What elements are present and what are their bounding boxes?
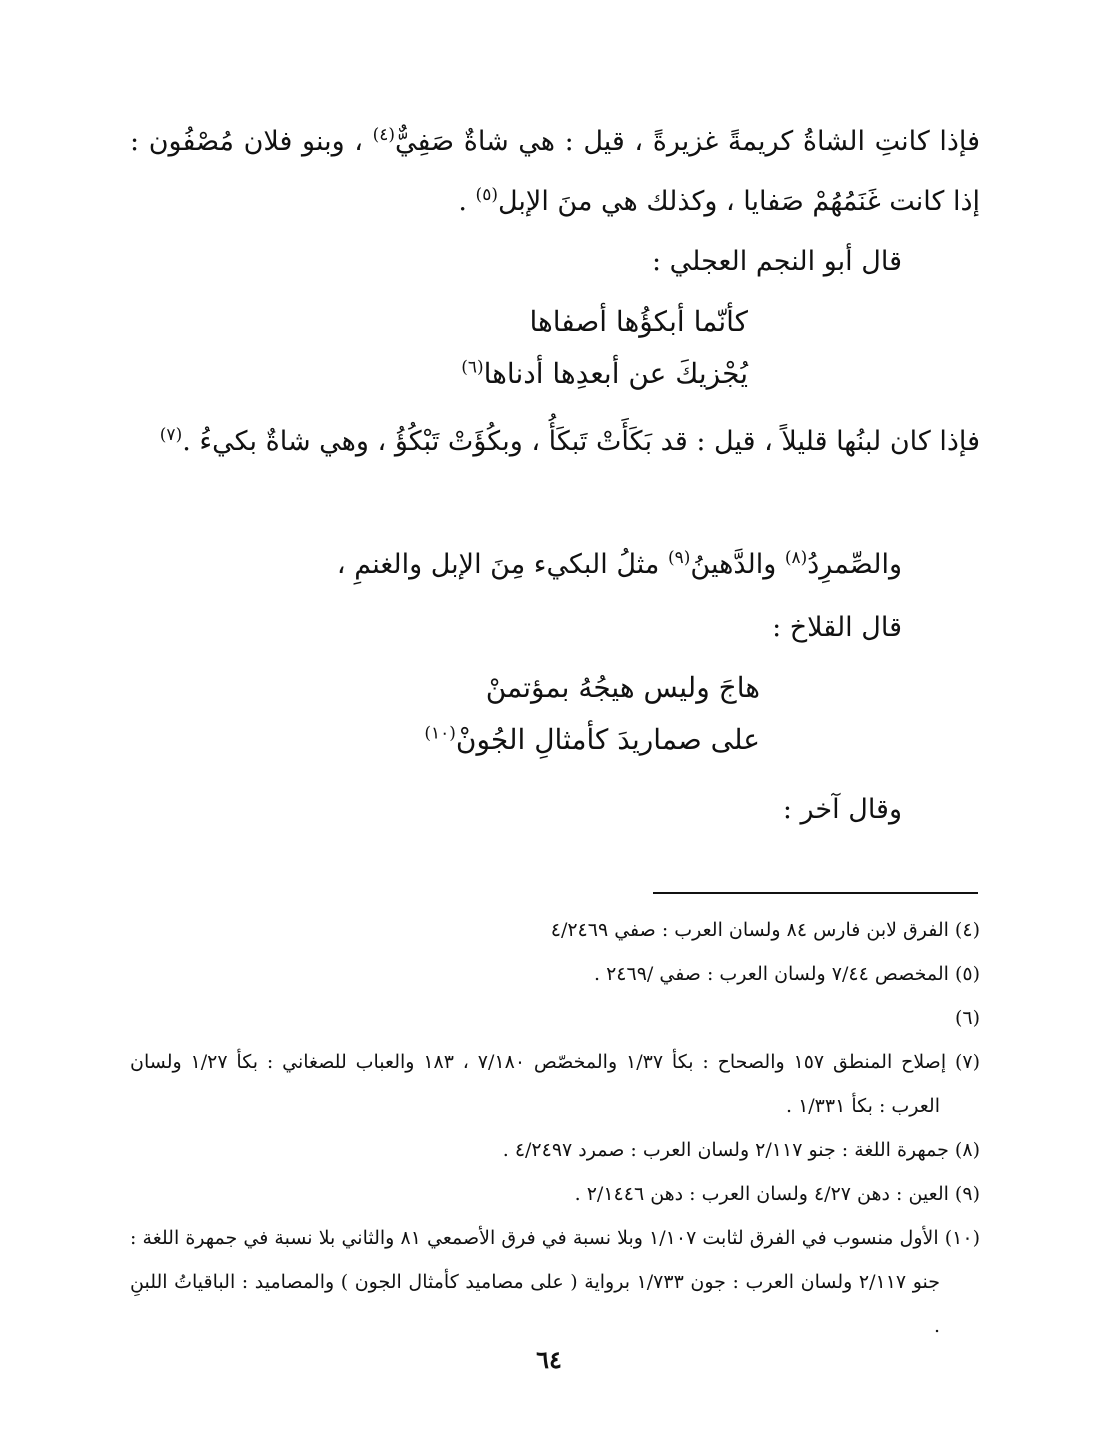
- paragraph-text: مثلُ البكيء مِنَ الإبل والغنمِ ،: [336, 549, 668, 580]
- footnote-8: (٨) جمهرة اللغة : جنو ٢/١١٧ ولسان العرب : صمرد ٤/٢٤٩٧ .: [502, 1139, 980, 1161]
- footnote-6: (٦): [954, 1007, 980, 1029]
- footnote-10: (١٠) الأول منسوب في الفرق لثابت ١/١٠٧ وبلا نسبة في فرق الأصمعي ٨١ والثاني بلا نسبة في جمهرة اللغة : جنو ٢/١١٧ ولسان العرب : جون ١/٧٣٣ برواية ( على مصاميد كأمثال الجون ) والمصاميد : الباقياتُ اللبنِ .: [130, 1227, 980, 1337]
- paragraph-text: فإذا كان لبنُها قليلاً ، قيل : قد بَكَأَتْ تَبكَأُ ، وبكُؤَتْ تَبْكُؤُ ، وهي شاةٌ بكيءُ .: [182, 426, 980, 457]
- verse1-line2: [461, 348, 748, 400]
- paragraph-text: فإذا كانتِ الشاةُ كريمةً غزيرةً ، قيل : هي شاةٌ صَفِيٌّ: [395, 126, 980, 157]
- footnote-ref-4[interactable]: (٤): [372, 125, 396, 145]
- verse-text: يُجْزيكَ عن أبعدِها أدناها: [483, 357, 748, 390]
- paragraph-bakia: [130, 412, 980, 472]
- paragraph-text: والصِّمرِدُ: [807, 549, 902, 580]
- paragraph-safi: [130, 112, 980, 232]
- footnote-ref-10[interactable]: (١٠): [424, 723, 456, 744]
- footnote-ref-8[interactable]: (٨): [784, 548, 808, 568]
- footnote-5: (٥) المخصص ٧/٤٤ ولسان العرب : صفي /٢٤٦٩ .: [594, 963, 980, 985]
- footnote-ref-6[interactable]: (٦): [461, 357, 484, 378]
- footnote-4: (٤) الفرق لابن فارس ٨٤ ولسان العرب : صفي ٤/٢٤٦٩: [550, 919, 980, 941]
- footnote-7: (٧) إصلاح المنطق ١٥٧ والصحاح : بكأ ١/٣٧ والمخصّص ٧/١٨٠ ، ١٨٣ والعباب للصغاني : بكأ ١/٢٧ ولسان العرب : بكأ ١/٣٣١ .: [130, 1051, 981, 1117]
- page-number: ٦٤: [536, 1345, 562, 1374]
- paragraph-text: .: [458, 186, 476, 217]
- footnote-ref-9[interactable]: (٩): [667, 548, 691, 568]
- footnotes-section: [130, 908, 980, 1348]
- verse2-line1: هاجَ وليس هيجُهُ بمؤتمنْ: [485, 671, 760, 704]
- paragraph-text: ، وبنو فلان مُصْفُون : إذا كانت غَنَمُهُمْ صَفايا ، وكذلك هي منَ الإبل: [130, 126, 980, 217]
- intro-qallakh: قال القلاخ :: [772, 612, 902, 643]
- verse2-line2: [424, 714, 760, 766]
- intro-another: وقال آخر :: [782, 794, 902, 825]
- footnote-9: (٩) العين : دهن ٤/٢٧ ولسان العرب : دهن ٢/١٤٤٦ .: [574, 1183, 980, 1205]
- footnote-ref-5[interactable]: (٥): [475, 185, 498, 205]
- intro-abu-najm: قال أبو النجم العجلي :: [651, 246, 902, 277]
- paragraph-simrid: [337, 535, 902, 595]
- paragraph-text: والدَّهينُ: [690, 549, 785, 580]
- footnote-ref-7[interactable]: (٧): [159, 425, 183, 445]
- verse1-line1: كأنّما أبكؤُها أصفاها: [529, 305, 748, 338]
- footnote-separator: [653, 892, 978, 894]
- verse-text: على صماريدَ كأمثالِ الجُونْ: [455, 723, 760, 756]
